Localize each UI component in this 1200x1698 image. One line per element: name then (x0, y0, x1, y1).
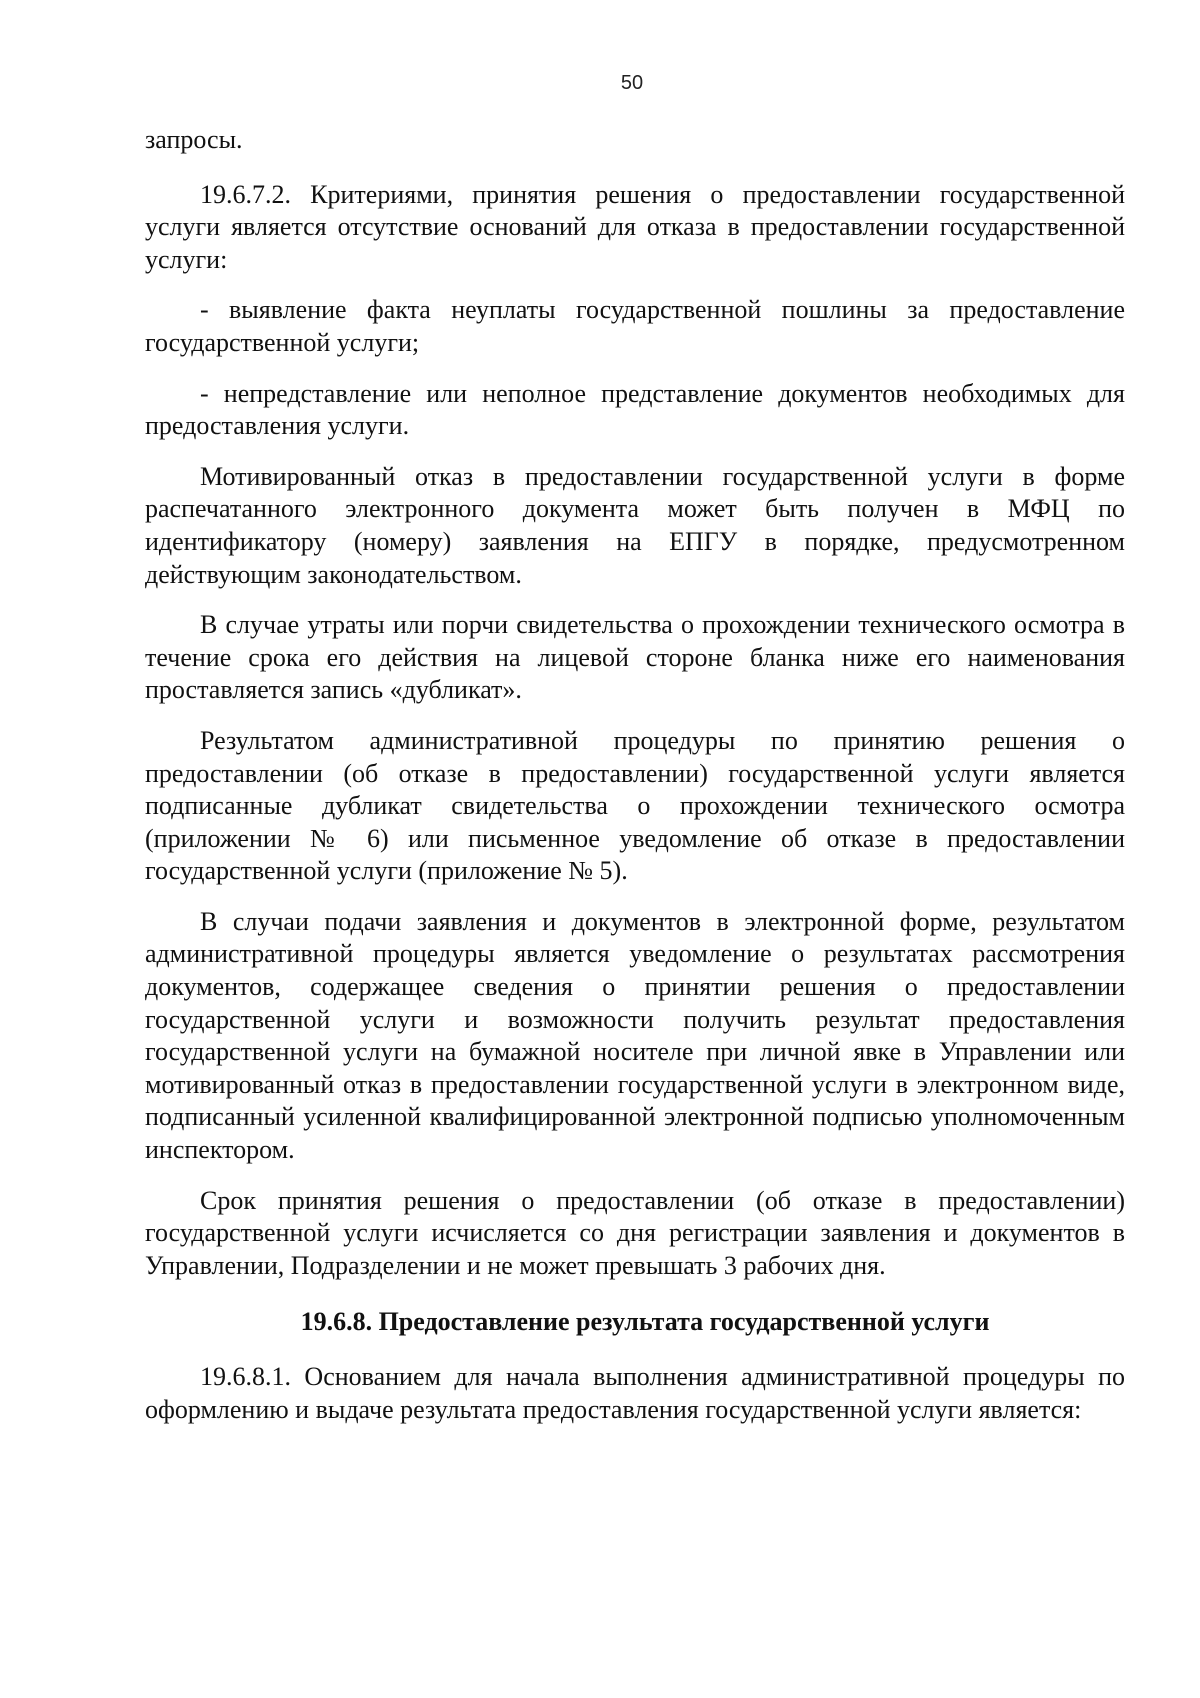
list-item-unpaid-fee: - выявление факта неуплаты государственной пошлины за предоставление государственной услуги; (145, 295, 1125, 357)
paragraph-motivated-refusal: Мотивированный отказ в предоставлении государственной услуги в форме распечатанного электронного документа может быть получен в МФЦ по идентификатору (номеру) заявления на ЕПГУ в порядке, предусмотренном действующим законодательством. (145, 461, 1125, 589)
paragraph-decision-term: Срок принятия решения о предоставлении (об отказе в предоставлении) государственной услуги исчисляется со дня регистрации заявления и документов в Управлении, Подразделении и не может превышать 3 рабочих дня. (145, 1185, 1125, 1280)
paragraph-electronic-submission: В случаи подачи заявления и документов в электронной форме, результатом административной процедуры является уведомление о результатах рассмотрения документов, содержащее сведения о принятии решения о предоставлении государственной услуги и возможности получить результат предоставления государственной услуги на бумажной носителе при личной явке в Управлении или мотивированный отказ в предоставлении государственной услуги в электронном виде, подписанный усиленной квалифицированной электронной подписью уполномоченным инспектором. (145, 906, 1125, 1165)
section-heading: 19.6.8. Предоставление результата государственной услуги (300, 1307, 990, 1337)
list-item-missing-documents: - непредставление или неполное представление документов необходимых для предоставления услуги. (145, 378, 1125, 441)
paragraph-continuation: запросы. (145, 125, 243, 154)
paragraph-criteria: 19.6.7.2. Критериями, принятия решения о предоставлении государственной услуги является отсутствие оснований для отказа в предоставлении государственной услуги: (145, 179, 1125, 274)
paragraph-grounds: 19.6.8.1. Основанием для начала выполнения административной процедуры по оформлению и выдаче результата предоставления государственной услуги является: (145, 1362, 1125, 1424)
page-number: 50 (620, 72, 644, 94)
document-body (145, 124, 1125, 1426)
paragraph-duplicate: В случае утраты или порчи свидетельства о прохождении технического осмотра в течение срока его действия на лицевой стороне бланка ниже его наименования проставляется запись «дубликат». (145, 610, 1125, 705)
paragraph-result: Результатом административной процедуры по принятию решения о предоставлении (об отказе в предоставлении) государственной услуги является подписанные дубликат свидетельства о прохождении технического осмотра (приложении № 6) или письменное уведомление об отказе в предоставлении государственной услуги (приложение № 5). (145, 725, 1125, 886)
